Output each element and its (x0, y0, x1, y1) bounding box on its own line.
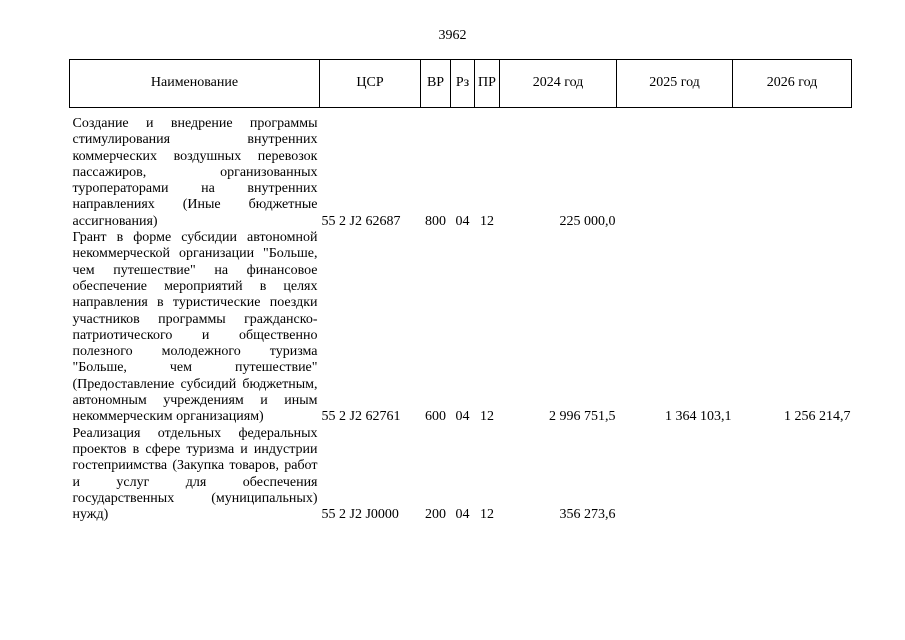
row-amount-2026 (733, 426, 852, 524)
page-number: 3962 (438, 28, 467, 43)
table-row (70, 426, 852, 524)
row-vr: 600 (425, 409, 446, 425)
header-vr: ВР (421, 60, 451, 108)
row-vr: 200 (425, 507, 446, 523)
header-2024: 2024 год (500, 60, 617, 108)
row-rz: 04 (455, 507, 470, 523)
header-csr: ЦСР (320, 60, 421, 108)
header-2026: 2026 год (733, 60, 852, 108)
row-pr: 12 (480, 213, 494, 229)
row-amount-2025: 1 364 103,1 (665, 409, 732, 425)
header-name: Наименование (70, 60, 320, 108)
row-amount-2026: 1 256 214,7 (784, 409, 851, 425)
row-amount-2024: 225 000,0 (559, 213, 616, 229)
row-name: Грант в форме субсидии автономной некоммерческой организации "Больше, чем путешествие" на финансовое обеспечение мероприятий в целях направления в туристические поездки участников программы гражданско-патриотического и общественно полезного молодежного туризма "Больше, чем путешествие" (Предоставление субсидий бюджетным, автономным учреждениям и иным некоммерческим организациям) (72, 230, 318, 425)
row-name: Создание и внедрение программы стимулирования внутренних коммерческих воздушных перевозок пассажиров, организованных туроператорами на внутренних направлениях (Иные бюджетные ассигнования) (72, 116, 318, 229)
row-vr: 800 (425, 213, 446, 229)
row-amount-2025 (617, 108, 733, 231)
row-csr: 55 2 J2 62761 (321, 409, 401, 425)
row-pr: 12 (480, 507, 494, 523)
row-csr: 55 2 J2 J0000 (321, 507, 399, 523)
header-pr: ПР (475, 60, 500, 108)
row-csr: 55 2 J2 62687 (321, 213, 401, 229)
table-header-row (70, 60, 852, 108)
row-pr: 12 (480, 409, 494, 425)
row-amount-2025 (617, 426, 733, 524)
header-rz: Рз (451, 60, 475, 108)
row-amount-2024: 2 996 751,5 (549, 409, 616, 425)
row-rz: 04 (455, 213, 470, 229)
row-amount-2026 (733, 108, 852, 231)
row-amount-2024: 356 273,6 (559, 507, 616, 523)
table-row (70, 108, 852, 231)
header-2025: 2025 год (617, 60, 733, 108)
row-name: Реализация отдельных федеральных проектов в сфере туризма и индустрии гостеприимства (Закупка товаров, работ и услуг для обеспечения государственных (муниципальных) нужд) (72, 425, 318, 523)
table-row (70, 230, 852, 426)
budget-table (69, 59, 852, 523)
row-rz: 04 (455, 409, 470, 425)
